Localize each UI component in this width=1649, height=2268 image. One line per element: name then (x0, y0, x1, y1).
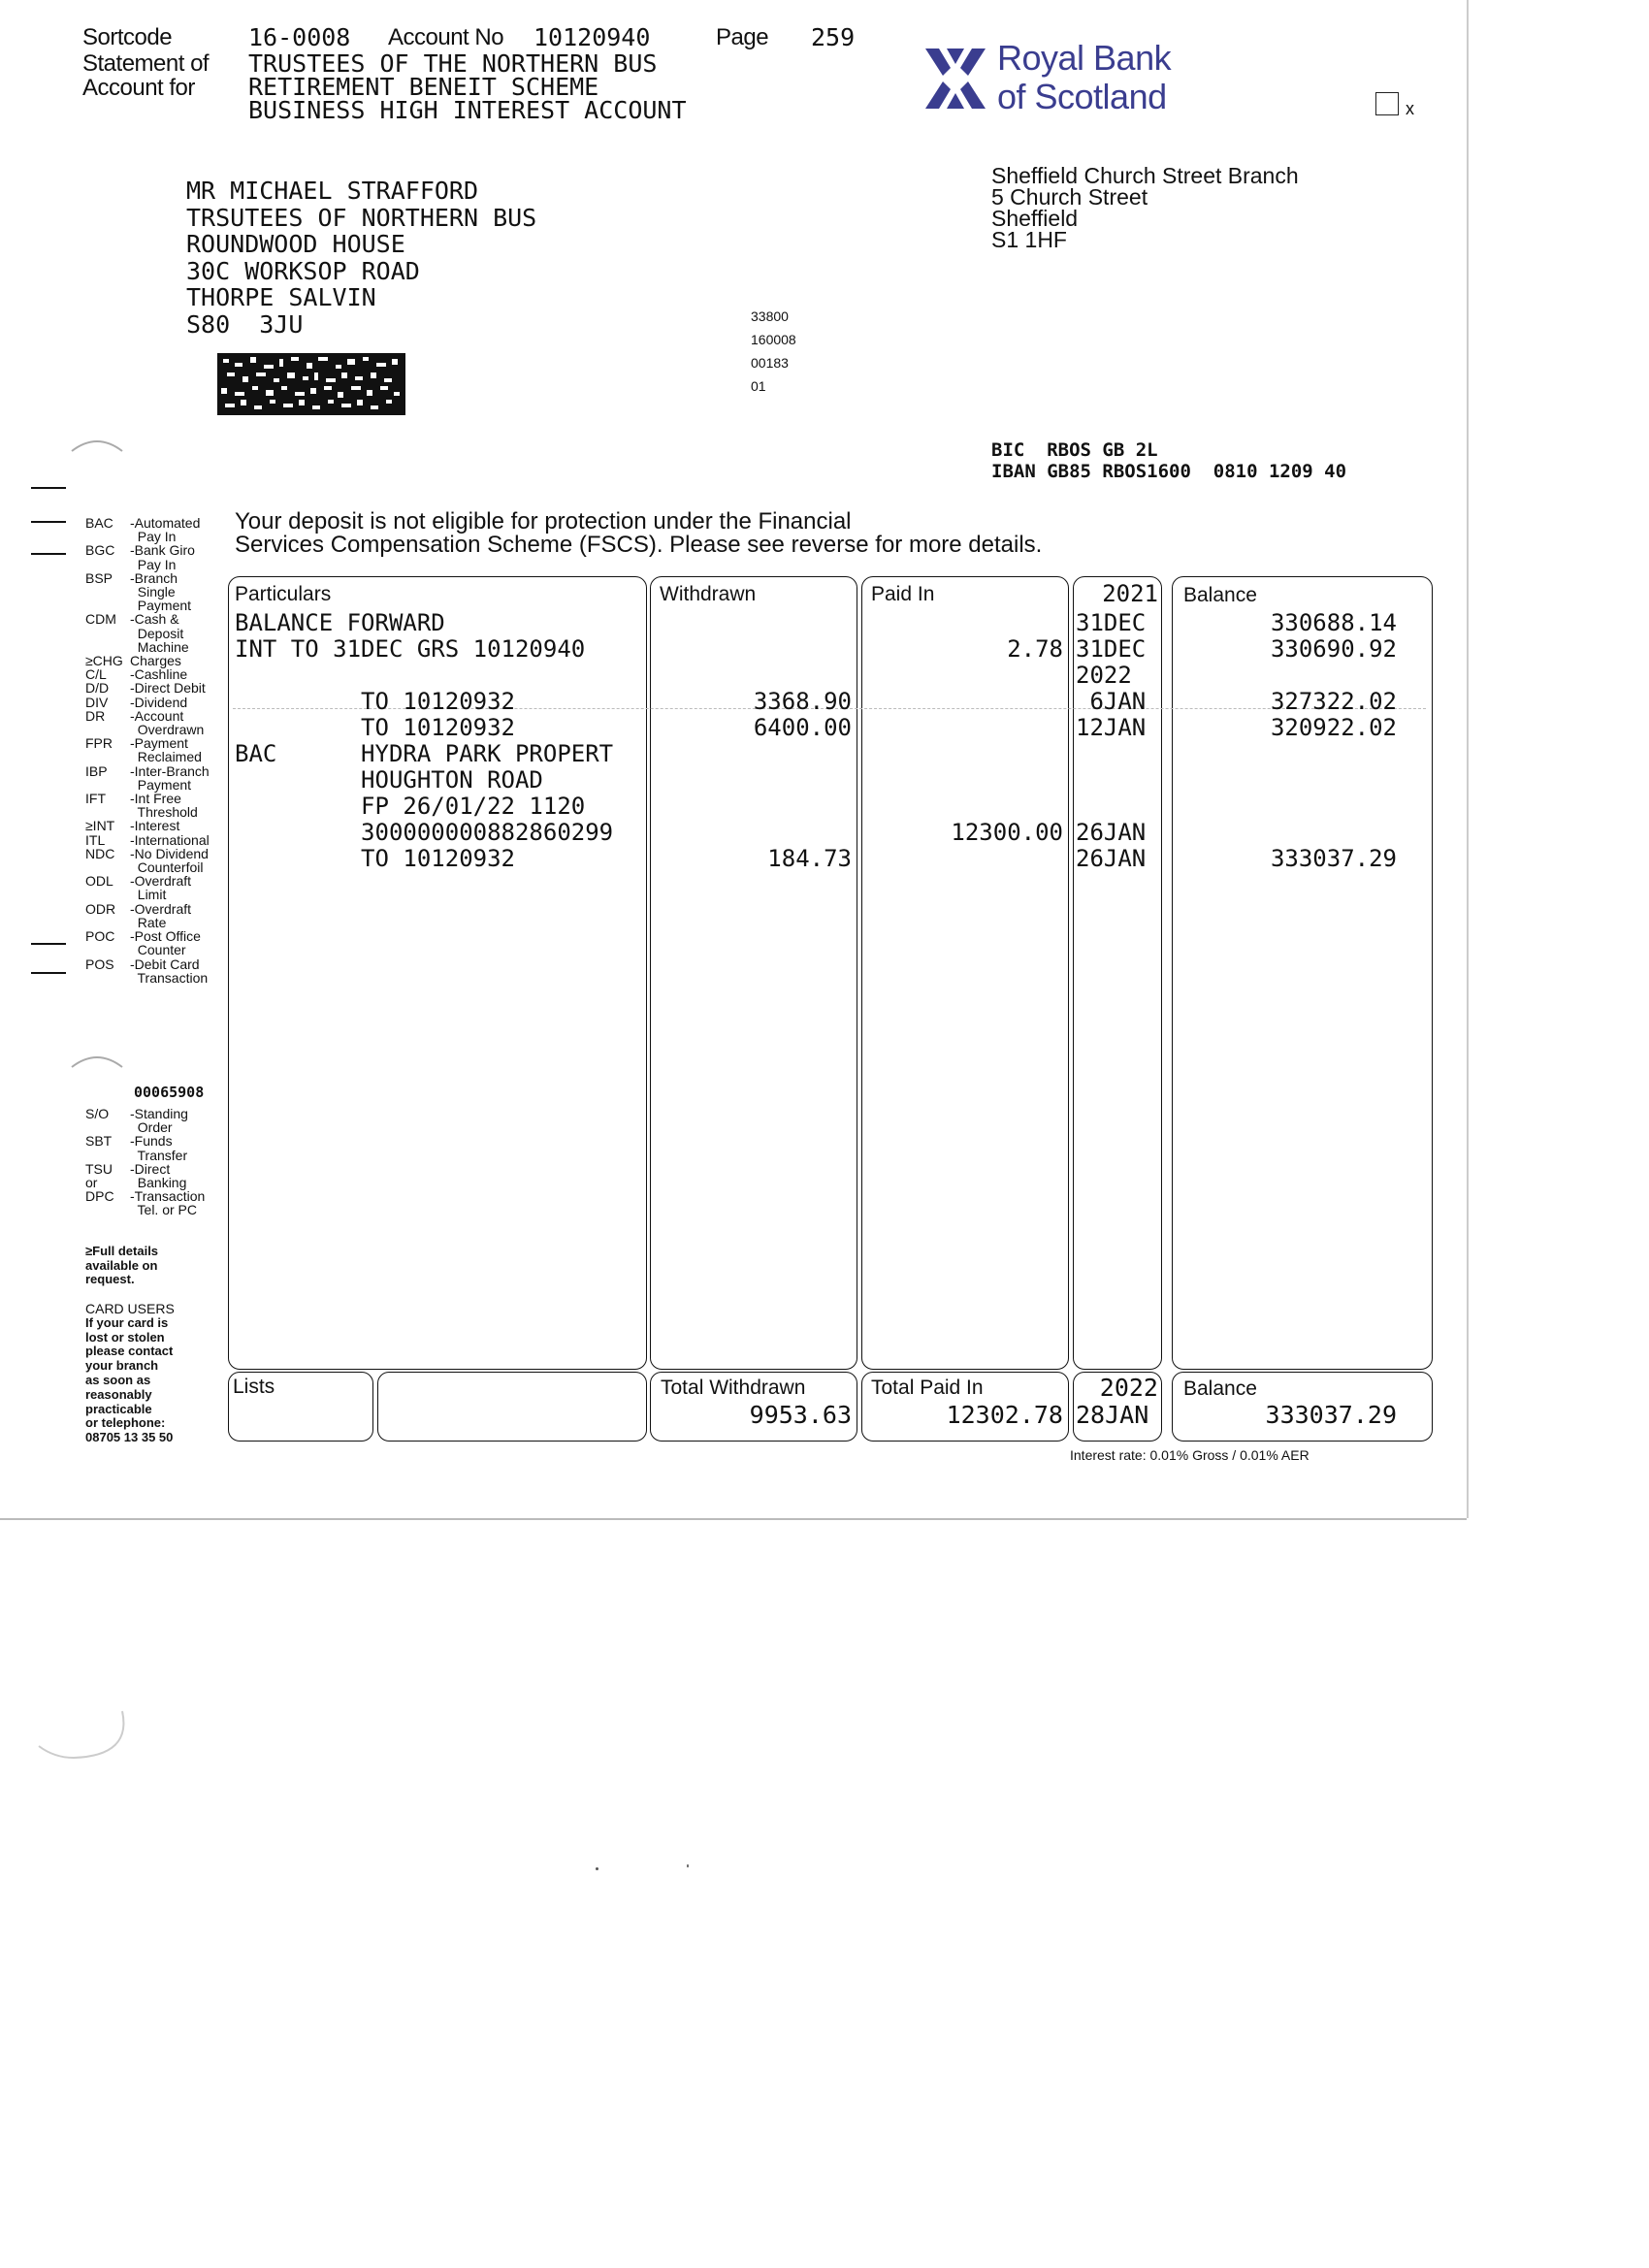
legend-list (85, 516, 231, 985)
row-balance: 330688.14 (1270, 609, 1397, 636)
year-header: 2021 (1102, 580, 1158, 607)
legend-item (85, 530, 231, 543)
interest-rate: Interest rate: 0.01% Gross / 0.01% AER (1070, 1447, 1310, 1463)
margin-dash (31, 972, 66, 974)
legend-item (85, 1162, 231, 1176)
row-withdrawn: 6400.00 (753, 714, 852, 741)
legend-desc: Transfer (130, 1147, 188, 1163)
legend-desc: -Account (130, 707, 184, 724)
legend-desc: Single (130, 584, 176, 600)
address-line-3: ROUNDWOOD HOUSE (186, 230, 405, 258)
bank-name-line-1: Royal Bank (997, 38, 1172, 78)
branch-line-3: Sheffield (991, 206, 1079, 231)
legend-code (85, 585, 130, 599)
legend-item (85, 943, 231, 956)
legend-desc: -Funds (130, 1133, 173, 1150)
row-particulars: FP 26/01/22 1120 (235, 793, 586, 820)
legend-desc: Overdrawn (130, 722, 205, 738)
legend-code (85, 1149, 130, 1162)
balance-header: Balance (1183, 584, 1257, 606)
card-users-phone: 08705 13 35 50 (85, 1430, 174, 1445)
account-for-label: Account for (82, 75, 195, 101)
account-name-line-2: RETIREMENT BENEIT SCHEME (248, 73, 599, 101)
legend-code: DPC (85, 1188, 114, 1205)
paid-in-column (861, 576, 1069, 1370)
legend-desc: Threshold (130, 804, 198, 821)
card-users-title: CARD USERS (85, 1301, 175, 1316)
row-particulars: 300000000882860299 (235, 819, 614, 846)
legend-code: DIV (85, 694, 109, 710)
legend-code (85, 1120, 130, 1134)
legend-desc: -Standing (130, 1106, 188, 1121)
legend-code (85, 530, 130, 543)
legend-reference: 00065908 (134, 1084, 205, 1101)
row-balance: 330690.92 (1270, 635, 1397, 663)
legend-item (85, 599, 231, 612)
row-date: 26JAN (1076, 819, 1147, 846)
legend-desc: Payment (130, 598, 192, 614)
legend-item (85, 585, 231, 599)
branch-line-1: Sheffield Church Street Branch (991, 163, 1299, 188)
row-particulars: TO 10120932 (235, 714, 515, 741)
paid-in-header: Paid In (871, 583, 935, 605)
legend-desc: Tel. or PC (130, 1202, 197, 1218)
address-line-4: 30C WORKSOP ROAD (186, 256, 420, 285)
card-users-line: reasonably (85, 1386, 152, 1402)
legend-code: POS (85, 956, 114, 972)
checkbox-mark: x (1406, 99, 1414, 118)
legend-code (85, 778, 130, 792)
checkbox[interactable] (1375, 92, 1399, 115)
legend-item (85, 1120, 231, 1134)
branch-line-4: S1 1HF (991, 227, 1067, 252)
row-paid-in: 2.78 (1007, 635, 1063, 663)
legend-list-2 (85, 1107, 231, 1217)
legend-code: FPR (85, 735, 113, 752)
legend-item (85, 667, 231, 681)
legend-notes (85, 1245, 158, 1287)
code-line-1: 33800 (751, 308, 789, 324)
legend-item (85, 1149, 231, 1162)
legend-item (85, 819, 231, 832)
row-particulars: BALANCE FORWARD (235, 609, 445, 636)
legend-desc: -Automated (130, 515, 201, 531)
branch-address (991, 165, 1299, 250)
fscs-notice-line-1: Your deposit is not eligible for protection under the Financial (235, 508, 852, 535)
row-paid-in: 12300.00 (951, 819, 1063, 846)
card-users-line: please contact (85, 1344, 174, 1359)
legend-item (85, 696, 231, 709)
margin-dash (31, 553, 66, 555)
legend-desc: Limit (130, 887, 167, 903)
legend-code (85, 860, 130, 874)
legend-code: or (85, 1175, 98, 1191)
card-users-line: as soon as (85, 1372, 151, 1387)
code-line-4: 01 (751, 378, 766, 394)
barcode-icon (217, 353, 405, 415)
margin-dash (31, 487, 66, 489)
row-date: 31DEC (1076, 609, 1147, 636)
legend-desc: -Direct (130, 1160, 171, 1177)
total-withdrawn-label: Total Withdrawn (661, 1377, 806, 1399)
legend-code (85, 805, 130, 819)
code-line-3: 00183 (751, 355, 789, 371)
legend-desc: Rate (130, 914, 167, 930)
page-number: 259 (811, 23, 856, 51)
code-line-2: 160008 (751, 332, 796, 347)
legend-item (85, 860, 231, 874)
card-users-line: your branch (85, 1358, 159, 1374)
address-line-6: S80 3JU (186, 309, 304, 339)
account-name-line-1: TRUSTEES OF THE NORTHERN BUS (248, 49, 658, 78)
legend-code (85, 627, 130, 640)
legend-code: NDC (85, 845, 115, 861)
row-date: 31DEC (1076, 635, 1147, 663)
legend-desc: Pay In (130, 529, 177, 545)
total-balance-label: Balance (1183, 1377, 1257, 1400)
address-line-1: MR MICHAEL STRAFFORD (186, 177, 479, 205)
legend-desc: -Overdraft (130, 873, 192, 890)
legend-item (85, 1107, 231, 1120)
branch-line-2: 5 Church Street (991, 184, 1148, 210)
row-particulars: HOUGHTON ROAD (235, 766, 543, 794)
address-line-5: THORPE SALVIN (186, 283, 376, 311)
legend-desc: -Branch (130, 569, 178, 586)
legend-desc: -Dividend (130, 694, 188, 710)
legend-code: BGC (85, 542, 115, 559)
legend-desc: -Transaction (130, 1188, 206, 1205)
scan-speck (687, 1864, 689, 1867)
row-date: 6JAN (1076, 688, 1147, 715)
total-balance-value: 333037.29 (1265, 1401, 1397, 1429)
legend-item (85, 571, 231, 585)
legend-item (85, 1203, 231, 1216)
legend-code (85, 599, 130, 612)
legend-item (85, 833, 231, 847)
legend-desc: Deposit (130, 625, 184, 641)
legend-desc: -Post Office (130, 928, 201, 945)
page-bottom-edge (0, 1518, 1467, 1520)
row-balance: 327322.02 (1270, 688, 1397, 715)
punch-mark-icon (68, 1048, 126, 1077)
legend-code: BSP (85, 569, 113, 586)
legend-item (85, 805, 231, 819)
legend-code (85, 1203, 130, 1216)
margin-dash (31, 943, 66, 945)
legend-desc: -Overdraft (130, 900, 192, 917)
legend-desc: -Inter-Branch (130, 762, 210, 779)
legend-item (85, 916, 231, 929)
legend-item (85, 516, 231, 530)
legend-code: TSU (85, 1160, 113, 1177)
bic-line: BIC RBOS GB 2L (991, 439, 1158, 461)
punch-mark-icon (68, 432, 126, 461)
legend-code (85, 723, 130, 736)
lists-value-box (377, 1372, 647, 1442)
legend-item (85, 654, 231, 667)
legend-code: IFT (85, 791, 106, 807)
legend-item (85, 957, 231, 971)
legend-item (85, 888, 231, 901)
legend-code: ≥INT (85, 818, 115, 834)
legend-note-2: available on (85, 1257, 158, 1273)
legend-desc: Charges (130, 653, 181, 669)
sortcode-value: 16-0008 (248, 23, 351, 51)
legend-code: IBP (85, 762, 108, 779)
fscs-notice (235, 510, 1042, 557)
legend-code: POC (85, 928, 115, 945)
legend-code (85, 750, 130, 763)
margin-dash (31, 521, 66, 523)
row-particulars: BAC HYDRA PARK PROPERT (235, 740, 614, 767)
legend-code: ODL (85, 873, 113, 890)
legend-item (85, 778, 231, 792)
row-date: 12JAN (1076, 714, 1147, 741)
page-label: Page (716, 24, 769, 50)
legend-item (85, 792, 231, 805)
row-date: 2022 (1076, 662, 1132, 689)
legend-code: ≥CHG (85, 653, 123, 669)
card-users-line: lost or stolen (85, 1329, 165, 1345)
legend-item (85, 627, 231, 640)
legend-desc: Counterfoil (130, 859, 204, 876)
legend-item (85, 971, 231, 985)
address-line-2: TRSUTEES OF NORTHERN BUS (186, 203, 537, 232)
legend-item (85, 902, 231, 916)
legend-note-3: request. (85, 1272, 135, 1286)
total-paid-in-label: Total Paid In (871, 1377, 984, 1399)
legend-item (85, 558, 231, 571)
legend-code (85, 640, 130, 654)
row-particulars: TO 10120932 (235, 845, 515, 872)
routing-codes (751, 305, 796, 398)
total-date: 28JAN (1076, 1401, 1149, 1429)
withdrawn-header: Withdrawn (660, 583, 757, 605)
legend-code: CDM (85, 611, 116, 628)
sortcode-label: Sortcode (82, 24, 173, 50)
account-name-line-3: BUSINESS HIGH INTEREST ACCOUNT (248, 96, 687, 124)
legend-item (85, 874, 231, 888)
legend-desc: -Interest (130, 818, 180, 834)
legend-item (85, 612, 231, 626)
legend-item (85, 1134, 231, 1148)
total-year: 2022 (1099, 1374, 1158, 1402)
iban-line: IBAN GB85 RBOS1600 0810 1209 40 (991, 461, 1347, 482)
legend-item (85, 723, 231, 736)
card-users-line: or telephone: (85, 1415, 166, 1431)
total-withdrawn-value: 9953.63 (749, 1401, 852, 1429)
lists-label: Lists (233, 1376, 275, 1398)
bank-name-line-2: of Scotland (997, 77, 1167, 116)
legend-code (85, 558, 130, 571)
legend-code: ITL (85, 831, 106, 848)
card-users-notice (85, 1302, 175, 1445)
legend-item (85, 764, 231, 778)
legend-desc: -Bank Giro (130, 542, 195, 559)
legend-code: S/O (85, 1106, 110, 1121)
legend-item (85, 847, 231, 860)
legend-item (85, 1176, 231, 1189)
legend-desc: Machine (130, 638, 189, 655)
legend-desc: -Int Free (130, 791, 181, 807)
page-right-edge (1467, 0, 1469, 1518)
row-balance: 320922.02 (1270, 714, 1397, 741)
row-balance: 333037.29 (1270, 845, 1397, 872)
legend-code: ODR (85, 900, 116, 917)
legend-code: DR (85, 707, 106, 724)
punch-mark-icon (35, 1707, 132, 1766)
row-date: 26JAN (1076, 845, 1147, 872)
legend-desc: -Debit Card (130, 956, 200, 972)
card-users-line: practicable (85, 1401, 152, 1416)
particulars-header: Particulars (235, 583, 332, 605)
legend-code: BAC (85, 515, 113, 531)
total-paid-in-value: 12302.78 (946, 1401, 1063, 1429)
legend-item (85, 543, 231, 557)
address-block (186, 178, 536, 338)
legend-code: D/D (85, 680, 110, 697)
legend-item (85, 709, 231, 723)
legend-code (85, 943, 130, 956)
fscs-notice-line-2: Services Compensation Scheme (FSCS). Please see reverse for more details. (235, 532, 1043, 558)
row-particulars: TO 10120932 (235, 688, 515, 715)
row-withdrawn: 184.73 (767, 845, 852, 872)
account-no-value: 10120940 (534, 23, 651, 51)
legend-code (85, 888, 130, 901)
legend-desc: Order (130, 1119, 173, 1136)
statement-of-label: Statement of (82, 50, 210, 77)
legend-desc: Reclaimed (130, 749, 202, 765)
row-particulars: INT TO 31DEC GRS 10120940 (235, 635, 586, 663)
legend-code (85, 916, 130, 929)
legend-item (85, 1189, 231, 1203)
legend-desc: -Cash & (130, 611, 179, 628)
legend-item (85, 736, 231, 750)
legend-desc: -Direct Debit (130, 680, 206, 697)
legend-desc: Pay In (130, 556, 177, 572)
legend-desc: Transaction (130, 969, 209, 986)
legend-note-1: ≥Full details (85, 1244, 159, 1258)
legend-desc: -Payment (130, 735, 188, 752)
legend-code: SBT (85, 1133, 113, 1150)
rbs-logo-icon (922, 45, 989, 113)
legend-desc: Payment (130, 776, 192, 793)
legend-code: C/L (85, 666, 107, 683)
legend-desc: Counter (130, 942, 186, 958)
legend-item (85, 681, 231, 695)
legend-item (85, 750, 231, 763)
legend-desc: -International (130, 831, 210, 848)
legend-desc: -No Dividend (130, 845, 209, 861)
row-withdrawn: 3368.90 (753, 688, 852, 715)
legend-desc: -Cashline (130, 666, 188, 683)
legend-desc: Banking (130, 1175, 187, 1191)
legend-item (85, 640, 231, 654)
account-no-label: Account No (388, 24, 504, 50)
legend-code (85, 971, 130, 985)
card-users-line: If your card is (85, 1314, 169, 1330)
legend-item (85, 929, 231, 943)
scan-speck (596, 1867, 598, 1870)
